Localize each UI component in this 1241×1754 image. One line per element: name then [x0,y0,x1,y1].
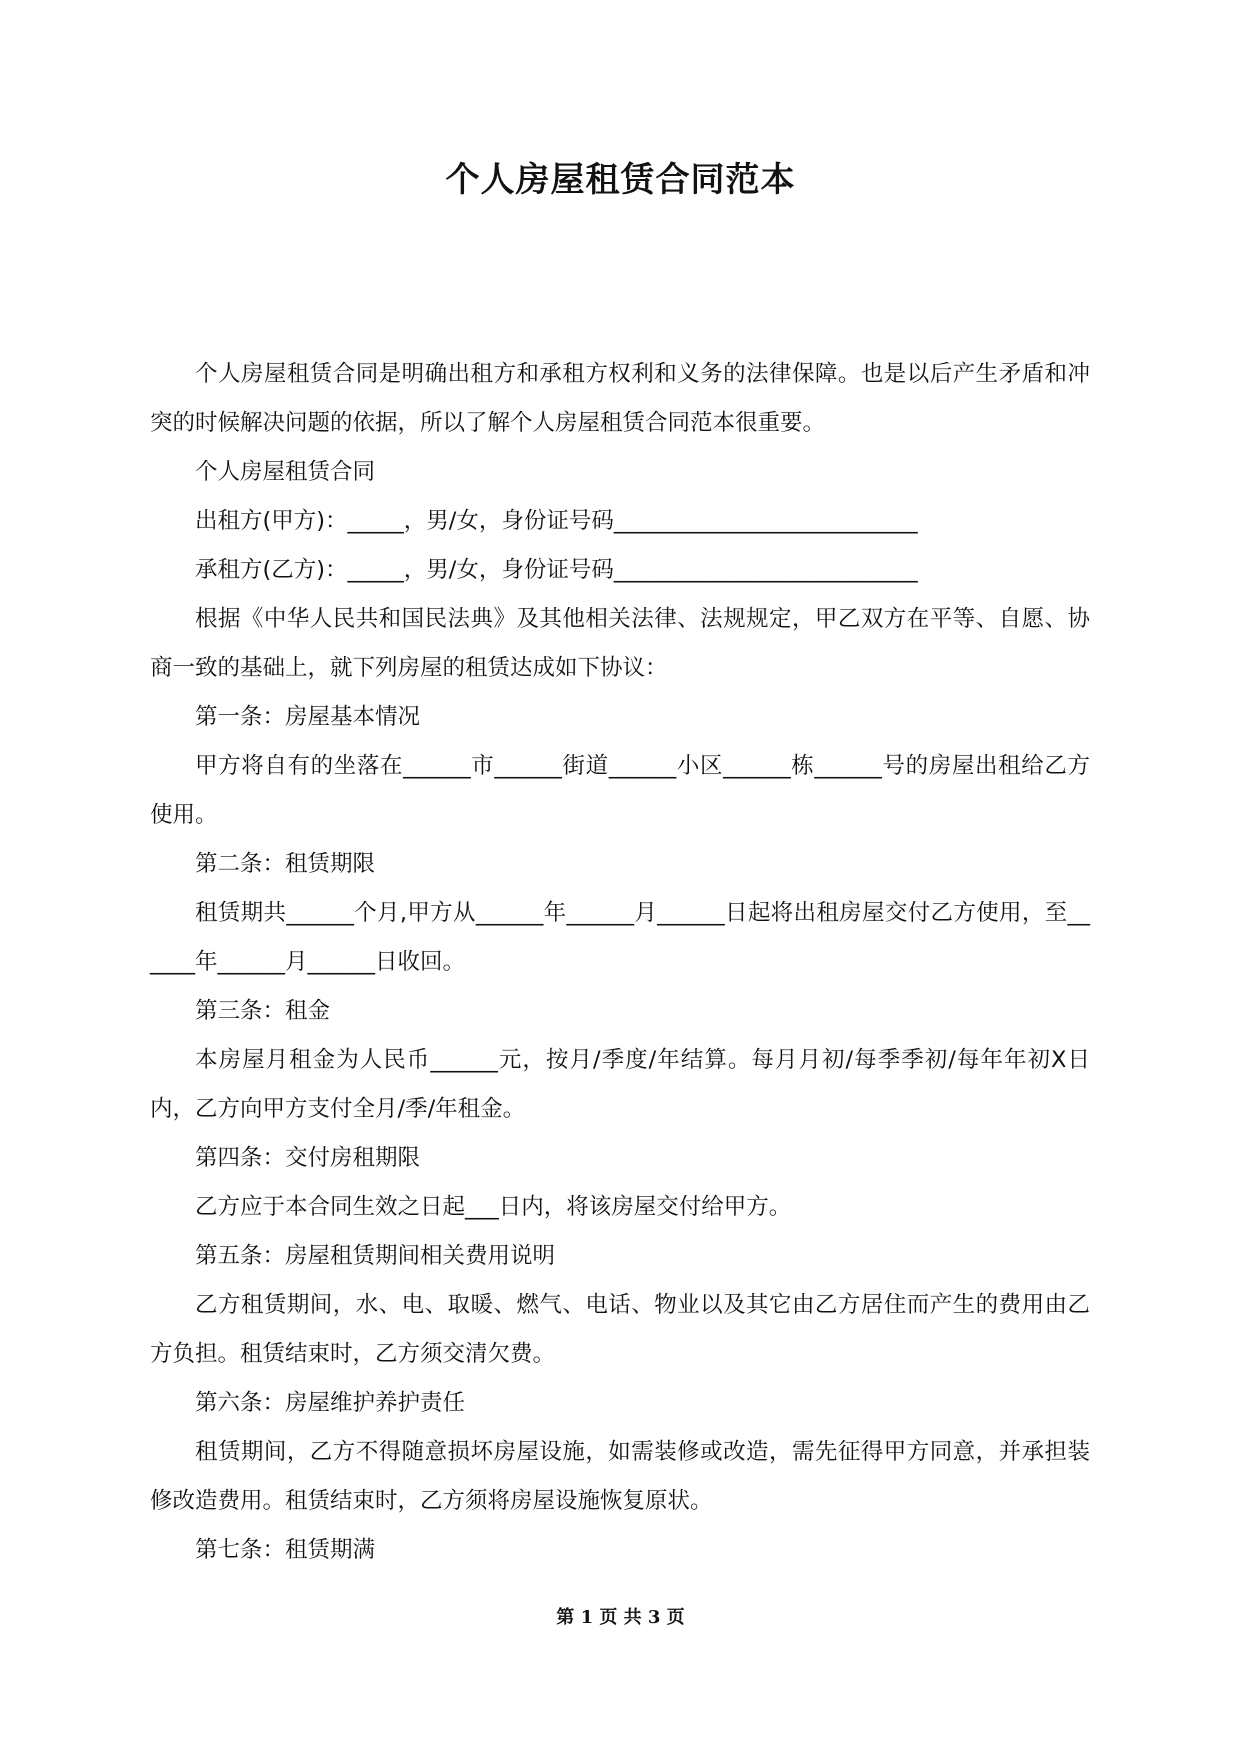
article-1-heading: 第一条：房屋基本情况 [195,704,421,730]
article-6-heading: 第六条：房屋维护养护责任 [195,1390,466,1416]
article-1-body: 甲方将自有的坐落在______市______街道______小区______栋______号的房屋出租给乙方使用。 [150,753,1090,828]
article-2-heading: 第二条：租赁期限 [195,851,376,877]
article-4-heading: 第四条：交付房租期限 [195,1145,421,1171]
document-title: 个人房屋租赁合同范本 [445,160,796,200]
lessee-line: 承租方(乙方)：_____，男/女，身份证号码___________________________ [195,557,918,583]
intro-paragraph: 个人房屋租赁合同是明确出租方和承租方权利和义务的法律保障。也是以后产生矛盾和冲突的时候解决问题的依据，所以了解个人房屋租赁合同范本很重要。 [150,361,1090,436]
article-3-heading: 第三条：租金 [195,998,331,1024]
article-2-body: 租赁期共______个月,甲方从______年______月______日起将出租房屋交付乙方使用，至______年______月______日收回。 [150,900,1090,975]
document-body [150,350,1090,1575]
contract-heading: 个人房屋租赁合同 [195,459,376,485]
article-5-body: 乙方租赁期间，水、电、取暖、燃气、电话、物业以及其它由乙方居住而产生的费用由乙方负担。租赁结束时，乙方须交清欠费。 [150,1292,1090,1367]
article-7-heading: 第七条：租赁期满 [195,1537,376,1563]
lessor-line: 出租方(甲方)：_____，男/女，身份证号码___________________________ [195,508,918,534]
page-number-footer: 第 1 页 共 3 页 [556,1607,685,1628]
article-4-body: 乙方应于本合同生效之日起___日内，将该房屋交付给甲方。 [195,1194,792,1220]
article-5-heading: 第五条：房屋租赁期间相关费用说明 [195,1243,556,1269]
article-6-body: 租赁期间，乙方不得随意损坏房屋设施，如需装修或改造，需先征得甲方同意，并承担装修改造费用。租赁结束时，乙方须将房屋设施恢复原状。 [150,1439,1090,1514]
article-3-body: 本房屋月租金为人民币______元，按月/季度/年结算。每月月初/每季季初/每年年初X日内，乙方向甲方支付全月/季/年租金。 [150,1047,1090,1122]
legal-basis-paragraph: 根据《中华人民共和国民法典》及其他相关法律、法规规定，甲乙双方在平等、自愿、协商一致的基础上，就下列房屋的租赁达成如下协议： [150,606,1090,681]
